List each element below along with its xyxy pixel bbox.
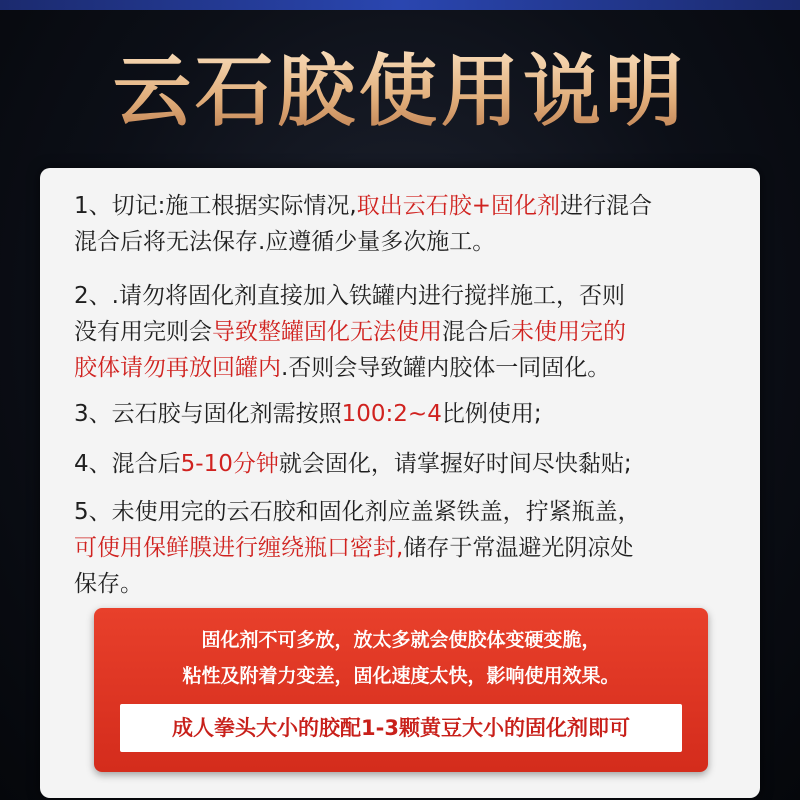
instruction-4-line-1: [74, 446, 739, 482]
instruction-3-text-c: 比例使用;: [441, 401, 542, 427]
dosage-tip: 成人拳头大小的胶配1-3颗黄豆大小的固化剂即可: [120, 704, 682, 752]
warning-box: [94, 608, 708, 772]
warning-line-1: 固化剂不可多放，放太多就会使胶体变硬变脆，: [201, 629, 601, 651]
page-title: 云石胶使用说明: [0, 42, 800, 142]
instruction-2-highlight-3: 胶体请勿再放回罐内: [74, 355, 281, 381]
instruction-2-text-a: 没有用完则会: [74, 319, 212, 345]
instruction-5-highlight: 可使用保鲜膜进行缠绕瓶口密封,: [74, 535, 404, 561]
warning-line-2: 粘性及附着力变差，固化速度太快，影响使用效果。: [182, 665, 620, 687]
instruction-5-line-3: 保存。: [74, 571, 143, 597]
instruction-5-line-1: 5、未使用完的云石胶和固化剂应盖紧铁盖，拧紧瓶盖，: [74, 499, 641, 525]
instruction-2-line-3: [74, 350, 739, 386]
instruction-4-time: 5-10分钟: [180, 451, 279, 477]
instruction-2-line-2: [74, 314, 739, 350]
instruction-1-text-c: 进行混合: [559, 193, 652, 219]
instruction-item-3: [74, 396, 739, 432]
instruction-4-text-c: 就会固化，请掌握好时间尽快黏贴;: [278, 451, 632, 477]
instruction-item-4: [74, 446, 739, 482]
instruction-1-highlight: 取出云石胶+固化剂: [356, 193, 560, 219]
instruction-2-highlight-1: 导致整罐固化无法使用: [212, 319, 442, 345]
top-accent-strip: [0, 0, 800, 10]
instruction-1-line-2: 混合后将无法保存.应遵循少量多次施工。: [74, 229, 496, 255]
instruction-3-line-1: [74, 396, 739, 432]
instruction-5-text-b: 储存于常温避光阴凉处: [403, 535, 634, 561]
instruction-item-1: [74, 188, 739, 260]
instruction-2-line-1: 2、.请勿将固化剂直接加入铁罐内进行搅拌施工，否则: [74, 283, 625, 309]
instruction-2-highlight-2: 未使用完的: [511, 319, 626, 345]
instructions-panel: [40, 168, 760, 798]
instruction-2-text-c: 混合后: [442, 319, 511, 345]
instruction-3-ratio: 100:2~4: [341, 401, 442, 427]
instruction-5-line-2: [74, 530, 739, 566]
instruction-1-line-1: [74, 188, 739, 224]
instruction-2-text-end: .否则会导致罐内胶体一同固化。: [281, 355, 611, 381]
instruction-item-2: [74, 278, 739, 386]
instruction-3-text-a: 3、云石胶与固化剂需按照: [74, 401, 342, 427]
instruction-1-text-a: 1、切记:施工根据实际情况,: [74, 193, 357, 219]
instruction-item-5: [74, 494, 739, 602]
warning-text: [94, 622, 708, 694]
instruction-4-text-a: 4、混合后: [74, 451, 181, 477]
